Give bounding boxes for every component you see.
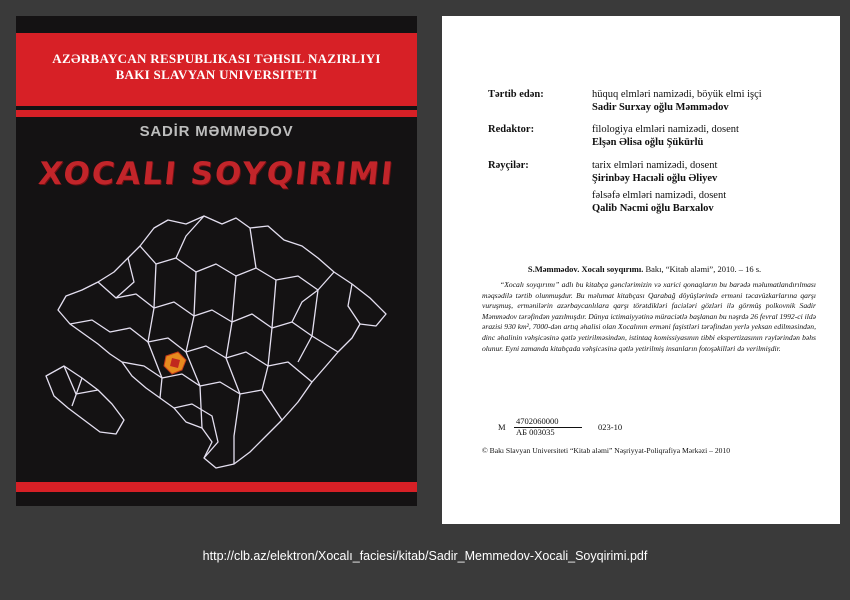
credit-role: Tərtib edən: [488,89,544,100]
code-letter: M [498,422,506,432]
cover-author: SADİR MƏMMƏDOV [139,123,294,140]
bibliographic-citation [472,264,817,274]
code-numerator: 4702060000 [514,416,582,428]
credit-role: Rəyçilər: [488,160,529,171]
cover-ministry-name: AZƏRBAYCAN RESPUBLIKASI TƏHSIL NAZIRLIYI [52,51,381,66]
source-url-caption: http://clb.az/elektron/Xocalı_faciesi/kitab/Sadir_Memmedov-Xocali_Soyqirimi.pdf [202,549,648,563]
citation-publisher: Bakı, “Kitab aləmi”, 2010. – 16 s. [645,264,762,274]
cover-title: XOCALI SOYQIRIMI [36,156,397,192]
code-suffix: 023-10 [598,422,623,432]
imprint-page [442,16,840,524]
credit-description: tarix elmləri namizədi, dosent [592,160,718,171]
book-cover [16,16,417,506]
cover-bottom-stripe [16,482,417,492]
azerbaijan-map-illustration [36,206,396,476]
credit-name: Şirinbəy Hacıəli oğlu Əliyev [592,173,718,184]
credit-description: fəlsəfə elmləri namizədi, dosent [592,190,727,201]
citation-author-title: S.Məmmədov. Xocalı soyqırımı. [527,264,644,274]
credit-description: filologiya elmləri namizədi, dosent [592,124,739,135]
credit-name: Elşən Əlisa oğlu Şükürlü [592,137,704,148]
copyright-notice: © Bakı Slavyan Universiteti “Kitab aləmi” Nəşriyyat-Poliqrafiya Mərkəzi – 2010 [482,446,731,455]
code-denominator: АБ 003035 [516,427,555,437]
credit-name: Qalib Nəcmi oğlu Barxalov [592,203,714,214]
credit-role: Redaktor: [488,124,535,135]
cover-university-name: BAKI SLAVYAN UNIVERSITETI [115,67,318,82]
credit-name: Sadir Surxay oğlu Məmmədov [592,102,729,113]
cover-red-stripe [16,110,417,117]
credit-description: hüquq elmləri namizədi, böyük elmi işçi [592,89,762,100]
book-abstract: “Xocalı soyqırımı” adlı bu kitabça gənclərimizin və xarici qonaqların bu barədə məlumatlandırılması məqsədilə tərtib olunmuşdur. Bu məlumat kitabçası Qarabağ döyüşlərində erməni təcavüzkarlarına qarşı vuruşmuş, ermənilərin azərbaycanlılara qarşı törətdikləri faciələri gözləri ilə görmüş polkovnik Sadir Məmmədov tərəfindən yazılmışdır. Dünya ictimaiyyətinə müraciətlə başlanan bu nəşrdə 26 fevral 1992-ci ildə ərazisi 930 km², 7000-dən artıq əhalisi olan Xocalının erməni faşistləri tərəfindən yerlə yeksan edilməsindən, dinc əhalinin vəhşicəsinə qətlə yetirilməsindən, istintaq komissiyasının tibbi ekspertizasının rəylərindən bəhs olunur. Eyni zamanda kitabçada vəhşicəsinə qətlə yetirilmiş insanların fotoşəkilləri də verilmişdir. [482,280,816,353]
